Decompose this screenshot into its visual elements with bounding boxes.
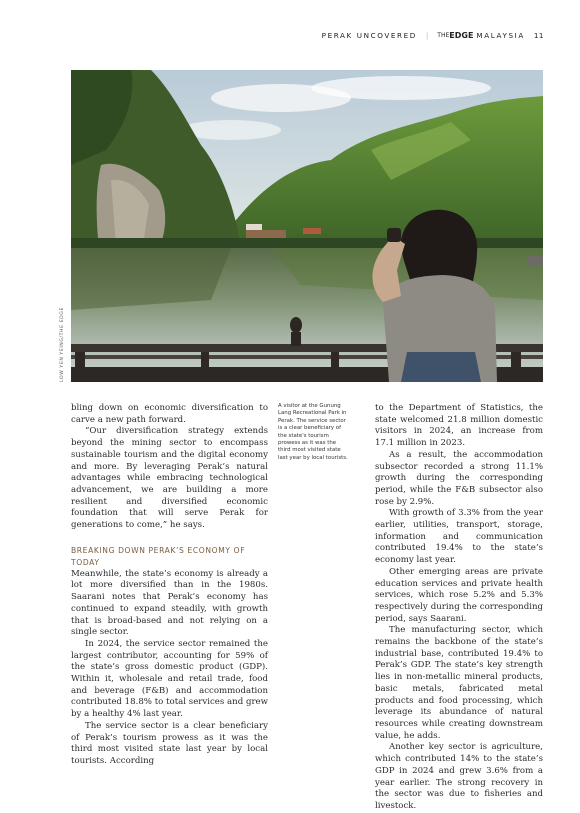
lake-photo bbox=[71, 70, 543, 382]
paragraph: Other emerging areas are private education services and private health services, which rose 5.2% and 5.3% respectively during the corresponding period, says Saarani. bbox=[375, 566, 543, 624]
article-column-right bbox=[375, 403, 543, 813]
header-separator: | bbox=[425, 30, 429, 40]
paragraph: bling down on economic diversification to carve a new path forward. bbox=[71, 403, 268, 425]
brand-country: MALAYSIA bbox=[476, 30, 525, 40]
paragraph: In 2024, the service sector remained the largest contributor, accounting for 59% of the state’s gross domestic product (GDP). Within it, wholesale and retail trade, food and beverage (F&B) and accommodation contributed 18.8% to total services and grew by a healthy 4% last year. bbox=[71, 638, 268, 720]
paragraph: to the Department of Statistics, the state welcomed 21.8 million domestic visitors in 2024, an increase from 17.1 million in 2023. bbox=[375, 403, 543, 449]
page-number: 11 bbox=[533, 30, 544, 40]
brand-edge-logo: EDGE bbox=[449, 30, 474, 40]
paragraph: The service sector is a clear beneficiary of Perak’s tourism prowess as it was the third most visited state last year by local tourists. According bbox=[71, 720, 268, 766]
paragraph: With growth of 3.3% from the year earlier, utilities, transport, storage, information and communication contributed 19.4% to the state’s economy last year. bbox=[375, 508, 543, 566]
paragraph: As a result, the accommodation subsector recorded a strong 11.1% growth during the corresponding period, while the F&B subsector also rose by 2.9%. bbox=[375, 449, 543, 507]
article-column-left bbox=[71, 403, 268, 768]
lake-scene-illustration bbox=[71, 70, 543, 382]
paragraph: “Our diversification strategy extends beyond the mining sector to encompass sustainable tourism and the digital economy and more. By leveraging Perak’s natural advantages while embracing technological advancement, we are building a more resilient and diversified economic foundation that will serve Perak for generations to come,” he says. bbox=[71, 426, 268, 531]
section-title: PERAK UNCOVERED bbox=[321, 30, 417, 40]
running-header bbox=[322, 29, 544, 41]
paragraph: Another key sector is agriculture, which contributed 14% to the state’s GDP in 2024 and grew 3.6% from a year earlier. The strong recovery in the sector was due to fisheries and livestock. bbox=[375, 742, 543, 811]
paragraph: Meanwhile, the state’s economy is already a lot more diversified than in the 1980s. Saarani notes that Perak’s economy has continued to expand steadily, with growth that is broad-based and not relying on a single sector. bbox=[71, 568, 268, 638]
brand-the: THE bbox=[437, 31, 450, 39]
photo-caption: A visitor at the Gunung Lang Recreational Park in Perak. The service sector is a clear beneficiary of the state's tourism prowess as it was the third most visited state last year by local tourists. bbox=[278, 403, 348, 461]
paragraph: The manufacturing sector, which remains the backbone of the state’s industrial base, contributed 19.4% to Perak’s GDP. The state’s key strength lies in non-metallic mineral products, basic metals, fabricated metal products and food processing, which leverage its abundance of natural resources while creating downstream value, he adds. bbox=[375, 625, 543, 741]
photo-credit: LOW YEN YEING/THE EDGE bbox=[60, 307, 65, 382]
section-subhead: BREAKING DOWN PERAK’S ECONOMY OF TODAY bbox=[71, 545, 246, 567]
